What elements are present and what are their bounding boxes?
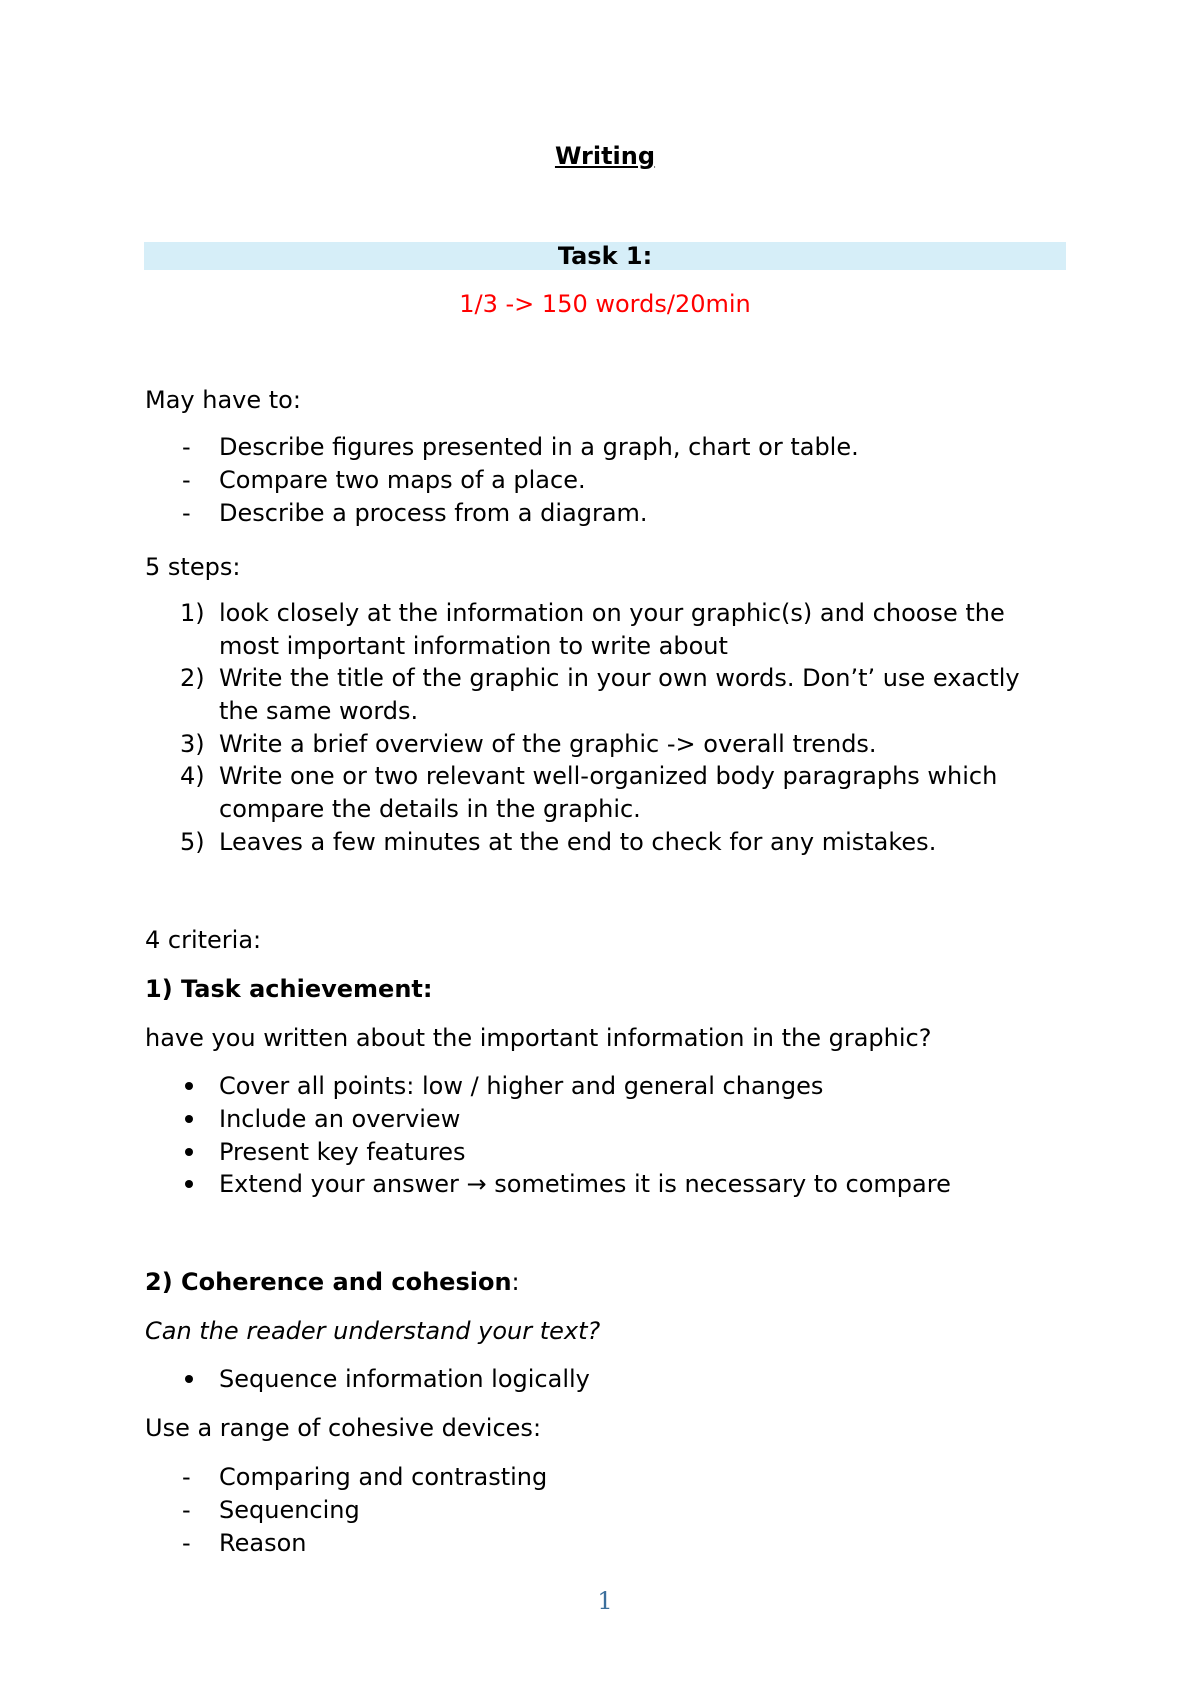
dash-marker: - bbox=[182, 1496, 191, 1524]
cohesive-device-item: Sequencing bbox=[219, 1496, 360, 1524]
coherence-heading-line bbox=[145, 1268, 520, 1296]
step-number: 2) bbox=[180, 664, 205, 692]
dash-marker: - bbox=[182, 466, 191, 494]
bullet-marker bbox=[185, 1148, 193, 1156]
cohesive-devices-heading: Use a range of cohesive devices: bbox=[145, 1414, 542, 1442]
task-subtitle: 1/3 -> 150 words/20min bbox=[459, 290, 751, 318]
step-line: look closely at the information on your graphic(s) and choose the bbox=[219, 599, 1005, 627]
step-number: 4) bbox=[180, 762, 205, 790]
page-number: 1 bbox=[597, 1587, 613, 1615]
step-line: Write the title of the graphic in your own words. Don’t’ use exactly bbox=[219, 664, 1020, 692]
cohesive-device-item: Comparing and contrasting bbox=[219, 1463, 548, 1491]
may-have-to-item: Describe a process from a diagram. bbox=[219, 499, 648, 527]
may-have-to-heading: May have to: bbox=[145, 386, 301, 414]
task-achievement-heading: 1) Task achievement: bbox=[145, 975, 433, 1003]
criteria-heading: 4 criteria: bbox=[145, 926, 262, 954]
dash-marker: - bbox=[182, 499, 191, 527]
step-line: Write one or two relevant well-organized body paragraphs which bbox=[219, 762, 998, 790]
coherence-heading-suffix: : bbox=[511, 1268, 520, 1296]
step-line: Leaves a few minutes at the end to check for any mistakes. bbox=[219, 828, 937, 856]
steps-heading: 5 steps: bbox=[145, 553, 241, 581]
may-have-to-item: Compare two maps of a place. bbox=[219, 466, 586, 494]
bullet-marker bbox=[185, 1115, 193, 1123]
document-title: Writing bbox=[554, 142, 656, 170]
may-have-to-item: Describe figures presented in a graph, chart or table. bbox=[219, 433, 859, 461]
dash-marker: - bbox=[182, 1529, 191, 1557]
task-achievement-item: Extend your answer → sometimes it is necessary to compare bbox=[219, 1170, 951, 1198]
step-line: Write a brief overview of the graphic -> overall trends. bbox=[219, 730, 877, 758]
task-label: Task 1: bbox=[557, 242, 653, 270]
coherence-item: Sequence information logically bbox=[219, 1365, 590, 1393]
bullet-marker bbox=[185, 1375, 193, 1383]
bullet-marker bbox=[185, 1082, 193, 1090]
bullet-marker bbox=[185, 1180, 193, 1188]
task-achievement-item: Include an overview bbox=[219, 1105, 461, 1133]
task-achievement-item: Present key features bbox=[219, 1138, 466, 1166]
step-line: the same words. bbox=[219, 697, 419, 725]
step-number: 3) bbox=[180, 730, 205, 758]
task-achievement-item: Cover all points: low / higher and general changes bbox=[219, 1072, 824, 1100]
task-achievement-question: have you written about the important information in the graphic? bbox=[145, 1024, 932, 1052]
cohesive-device-item: Reason bbox=[219, 1529, 307, 1557]
step-line: compare the details in the graphic. bbox=[219, 795, 641, 823]
coherence-question: Can the reader understand your text? bbox=[145, 1317, 601, 1345]
coherence-heading: 2) Coherence and cohesion bbox=[145, 1268, 512, 1296]
step-line: most important information to write about bbox=[219, 632, 728, 660]
step-number: 5) bbox=[180, 828, 205, 856]
dash-marker: - bbox=[182, 433, 191, 461]
dash-marker: - bbox=[182, 1463, 191, 1491]
step-number: 1) bbox=[180, 599, 205, 627]
